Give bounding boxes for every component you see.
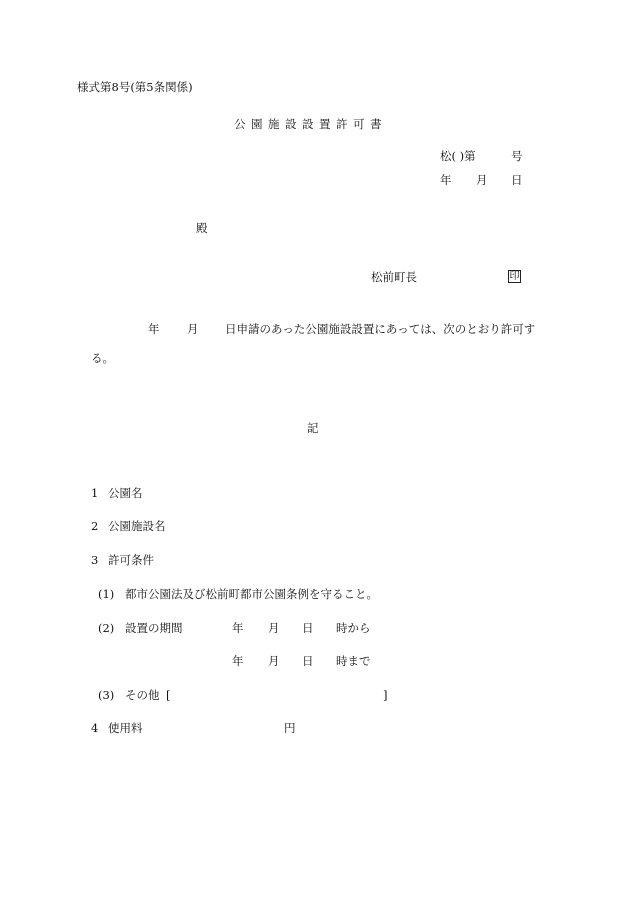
sub2-to-year: 年 xyxy=(232,654,244,668)
sub2-to-hour: 時まで xyxy=(336,654,371,668)
sub2-to-day: 日 xyxy=(302,654,314,668)
sub3-bracket-open: [ xyxy=(166,688,171,702)
date-month: 月 xyxy=(476,173,488,187)
body-text-line1: 日申請のあった公園施設設置にあっては、次のとおり許可す xyxy=(225,322,536,336)
sub2-number: (2) xyxy=(98,621,115,635)
sub1-number: (1) xyxy=(98,587,115,601)
item2-label: 公園施設名 xyxy=(108,519,166,533)
doc-number-suffix: 号 xyxy=(511,149,523,163)
issuer-title: 松前町長 xyxy=(371,270,417,284)
addressee-honorific: 殿 xyxy=(196,221,208,235)
item4-label: 使用料 xyxy=(108,721,143,735)
date-day: 日 xyxy=(511,173,523,187)
seal-stamp: 印 xyxy=(509,271,520,282)
body-month: 月 xyxy=(187,322,199,336)
item3-number: 3 xyxy=(91,553,99,567)
item1-label: 公園名 xyxy=(108,486,143,500)
sub2-from-year: 年 xyxy=(232,621,244,635)
sub3-label: その他 xyxy=(125,688,160,702)
sub2-from-month: 月 xyxy=(268,621,280,635)
item4-number: 4 xyxy=(91,721,99,735)
sub2-from-day: 日 xyxy=(302,621,314,635)
date-year: 年 xyxy=(440,173,452,187)
sub3-number: (3) xyxy=(98,688,115,702)
sub2-to-month: 月 xyxy=(268,654,280,668)
sub2-from-hour: 時から xyxy=(336,621,371,635)
item3-label: 許可条件 xyxy=(108,553,154,567)
sub3-bracket-close: ] xyxy=(383,688,388,702)
document-title: 公園施設設置許可書 xyxy=(234,117,387,131)
item1-number: 1 xyxy=(91,486,99,500)
doc-number-prefix: 松( )第 xyxy=(440,149,476,163)
form-number: 様式第8号(第5条関係) xyxy=(77,80,193,94)
sub1-text: 都市公園法及び松前町都市公園条例を守ること。 xyxy=(125,587,378,601)
sub2-label: 設置の期間 xyxy=(125,621,183,635)
item4-unit: 円 xyxy=(284,721,296,735)
body-year: 年 xyxy=(148,322,160,336)
body-text-line2: る。 xyxy=(91,351,114,365)
item2-number: 2 xyxy=(91,519,99,533)
ki-heading: 記 xyxy=(307,421,319,435)
